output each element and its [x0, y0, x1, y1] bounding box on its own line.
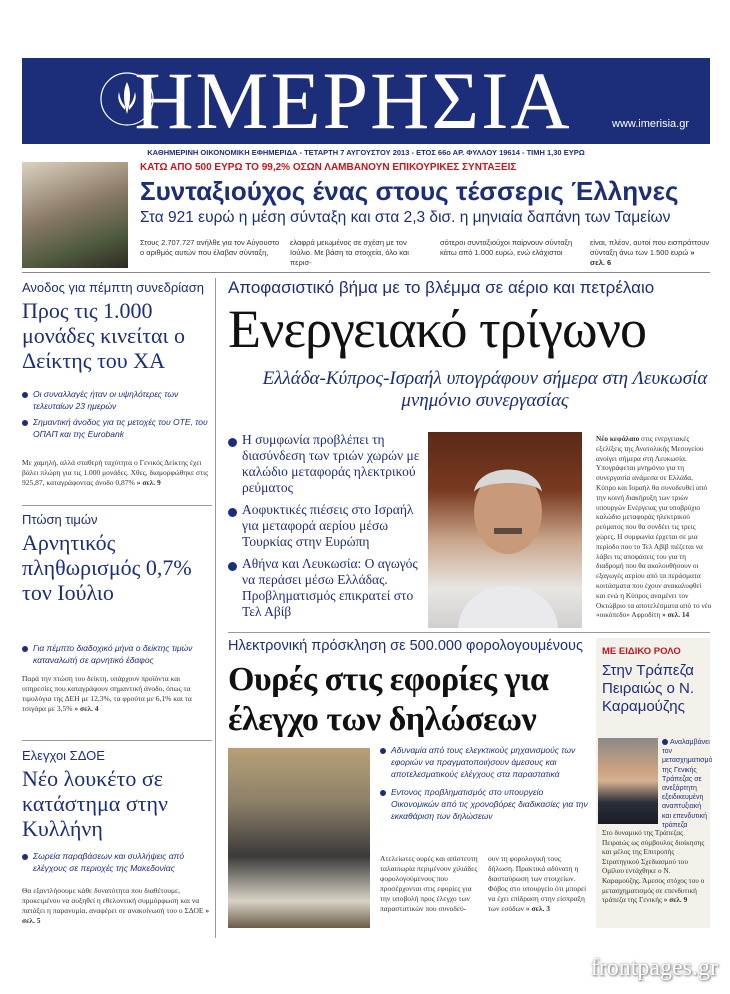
lead-body: Νέο κεφάλαιο στις ενεργειακές εξελίξεις της Ανατολικής Μεσογείου ανοίγει σήμερα στη Λευκωσία. Υπογράφεται μνημόνιο για τη συνεργασία ανάμεσα σε Ελλάδα, Κύπρο και Ισραήλ θα συνοδευθεί από την κοινή διακήρυξη των τριών υπουργών Ενέργειας για υποβρύχιο καλώδιο μεταφοράς ηλεκτρικού ρεύματος που θα συνδέει τις τρεις χώρες. Η συμφωνία έρχεται σε μια περίοδο που το Τελ Αβίβ πιέζεται να λάβει τις αποφάσεις του για τη διαδρομή που θα ακολουθήσουν οι εξαγωγές αερίου από τα περάσματα κοιτάσματα που έχουν ανακαλυφθεί και ενώ η Κύπρος αναμένει τον Οκτώβριο τα αποτελέσματα από το νέο «οικόπεδο» Αφροδίτη » σελ. 14	[596, 434, 712, 620]
top-divider	[22, 272, 710, 273]
left3-bullets	[22, 850, 210, 874]
tax-ref[interactable]: » σελ. 3	[525, 904, 550, 913]
minister-photo	[428, 432, 582, 628]
left3-kicker: Ελεγχοι ΣΔΟΕ	[22, 748, 105, 763]
bullet-icon	[22, 392, 28, 398]
piraeus-headline: Στην Τράπεζα Πειραιώς ο Ν. Καραμούζης	[602, 662, 695, 715]
tax-bullet-2: Εντονος προβληματισμός στο υπουργείο Οικονομικών από τις χρονοβόρες διαδικασίες για την εκκαθάριση των δηλώσεων	[391, 787, 588, 821]
left-divider-2	[22, 740, 212, 741]
left3-ref[interactable]: » σελ. 5	[22, 906, 210, 925]
left-divider-1	[22, 505, 212, 506]
lead-headline: Ενεργειακό τρίγωνο	[228, 299, 646, 359]
left2-bullet-1: Για πέμπτο διαδοχικό μήνα ο δείκτης τιμών καταναλωτή σε αρνητικό έδαφος	[33, 643, 193, 665]
lead-bullet-1: Η συμφωνία προβλέπει τη διασύνδεση των τριών χωρών με καλώδιο μεταφοράς ηλεκτρικού ρεύματος	[242, 432, 420, 495]
bullet-icon	[22, 854, 28, 860]
top-story-headline: Συνταξιούχος ένας στους τέσσερις Έλληνες	[140, 176, 679, 206]
tax-headline: Ουρές στις εφορίες για έλεγχο των δηλώσεων	[228, 661, 549, 738]
left-column-divider	[215, 278, 216, 938]
bullet-icon	[22, 420, 28, 426]
piraeus-side: Αναλαμβάνει τον μετασχηματισμό της Γενικής Τράπεζας σε ανεξάρτητη εξειδικευμένη αναπτυξιακή και επενδυτική τράπεζα	[662, 739, 713, 829]
tax-bullets	[380, 744, 588, 822]
top-story-kicker: ΚΑΤΩ ΑΠΟ 500 ΕΥΡΩ ΤΟ 99,2% ΟΣΩΝ ΛΑΜΒΑΝΟΥΝ ΕΠΙΚΟΥΡΙΚΕΣ ΣΥΝΤΑΞΕΙΣ	[140, 162, 517, 173]
left2-bullets	[22, 642, 210, 666]
left3-headline: Νέο λουκέτο σε κατάστημα στην Κυλλήνη	[22, 766, 168, 841]
bullet-icon	[228, 438, 237, 447]
left1-bullets	[22, 388, 210, 440]
lead-bullets	[228, 432, 420, 620]
tax-kicker: Ηλεκτρονική πρόσκληση σε 500.000 φορολογουμένους	[228, 638, 583, 654]
left1-bullet-1: Οι συναλλαγές ήταν οι υψηλότερες των τελευταίων 23 ημερών	[33, 389, 179, 411]
lead-bullet-2: Αοφυκτικές πιέσεις στο Ισραήλ για μεταφορά αερίου μέσω Τουρκίας στην Ευρώπη	[242, 502, 414, 549]
bullet-icon	[228, 508, 237, 517]
left2-headline: Αρνητικός πληθωρισμός 0,7% τον Ιούλιο	[22, 530, 192, 605]
bullet-icon	[380, 748, 386, 754]
mid-divider	[228, 632, 710, 633]
top-story-text-col3: σότεροι συνταξιούχοι παίρνουν σύνταξη κάτω από 1.000 ευρώ, ενώ ελάχιστοι	[440, 238, 573, 257]
left2-kicker: Πτώση τιμών	[22, 512, 98, 527]
left1-ref[interactable]: » σελ. 9	[136, 478, 161, 487]
newspaper-title: ΗΜΕΡΗΣΙΑ	[134, 55, 572, 146]
left3-body: Θα εξαντλήσουμε κάθε δυνατότητα που διαθέτουμε, προκειμένου να αυξηθεί η εθελοντική συμμόρφωση και να πατάξει η παρανομία, αναφέρει σε ανακοίνωσή του ο ΣΔΟΕ » σελ. 5	[22, 886, 210, 925]
left2-body: Παρά την πτώση του δείκτη, υπάρχουν προϊόντα και υπηρεσίες που καταγράφουν σημαντική άνοδο, όπως τα τιμολόγια της ΔΕΗ με 12,3%, τα φρούτα με 6,1% και τα τσιγάρα με 3,5% » σελ. 4	[22, 674, 192, 713]
top-story-text-col4: είναι, πλέον, αυτοί που εισπράττουν σύνταξη άνω των 1.500 ευρώ » σελ. 6	[590, 238, 710, 267]
lead-bullet-3: Αθήνα και Λευκωσία: Ο αγωγός να περάσει μέσω Ελλάδας. Προβληματισμός επικρατεί στο Τελ Αβίβ	[242, 556, 418, 619]
left2-ref[interactable]: » σελ. 4	[74, 704, 99, 713]
tax-bullet-1: Αδυναμία από τους ελεγκτικούς μηχανισμούς των εφοριών να πραγματοποιήσουν άμεσους και αποτελεσματικούς ελέγχους στα παραστατικά	[391, 745, 576, 779]
left1-headline: Προς τις 1.000 μονάδες κινείται ο Δείκτης του ΧΑ	[22, 298, 185, 373]
left1-kicker: Ανοδος για πέμπτη συνεδρίαση	[22, 280, 204, 295]
website-url[interactable]: www.imerisia.gr	[612, 118, 690, 130]
bullet-icon	[662, 739, 668, 745]
dateline: ΚΑΘΗΜΕΡΙΝΗ ΟΙΚΟΝΟΜΙΚΗ ΕΦΗΜΕΡΙΔΑ - ΤΕΤΑΡΤΗ 7 ΑΥΓΟΥΣΤΟΥ 2013 - ΕΤΟΣ 66ο ΑΡ. ΦΥΛΛΟΥ 19614 - ΤΙΜΗ 1,30 ΕΥΡΩ	[147, 148, 585, 157]
left3-bullet-1: Σωρεία παραβάσεων και συλλήψεις από ελέγχους σε περιοχές της Μακεδονίας	[33, 851, 185, 873]
lead-kicker: Αποφασιστικό βήμα με το βλέμμα σε αέριο και πετρέλαιο	[228, 278, 655, 297]
piraeus-kicker: ΜΕ ΕΙΔΙΚΟ ΡΟΛΟ	[602, 646, 681, 657]
top-story-text-col2: ελαφρά μειωμένος σε σχέση με τον Ιούλιο. Με βάση τα στοιχεία, όλο και περισ-	[290, 238, 409, 267]
piraeus-ref[interactable]: » σελ. 9	[663, 895, 688, 905]
left1-body: Με χαμηλή, αλλά σταθερή ταχύτητα ο Γενικός Δείκτης έχει βάλει πλώρη για τις 1.000 μονάδες. Χθες, διαμορφώθηκε στις 925,87, καταγράφοντας άνοδο 0,87% » σελ. 9	[22, 458, 209, 487]
tax-text-col1: Ατελείωτες ουρές και απίστευτη ταλαιπωρία περιμένουν χιλιάδες φορολογούμενους που προσέρχονται στις εφορίες για την υποβολή προς έλεγχο των παραστατικών που συνοδεύ-	[380, 854, 478, 913]
lead-ref[interactable]: » σελ. 14	[662, 610, 690, 620]
bullet-icon	[380, 790, 386, 796]
karamouzis-photo	[598, 738, 658, 824]
piraeus-body: Στο δυναμικό της Τράπεζας Πειραιώς ως σύμβουλος διοίκησης και μέλος της Επιτροπής Στρατηγικού Σχεδιασμού του Ομίλου εντάχθηκε ο Ν. Καραμούζης. Άμεσος στόχος του ο μετασχηματισμός σε επενδυτική τράπεζα της Γενικής » σελ. 9	[602, 828, 705, 905]
top-story-ref[interactable]: » σελ. 6	[590, 248, 695, 267]
bullet-icon	[228, 562, 237, 571]
lead-subhead: Ελλάδα-Κύπρος-Ισραήλ υπογράφουν σήμερα στη Λευκωσία μνημόνιο συνεργασίας	[262, 368, 708, 411]
left1-bullet-2: Σημαντική άνοδος για τις μετοχές του ΟΤΕ, του ΟΠΑΠ και της Eurobank	[33, 417, 208, 439]
tax-office-queue-photo	[228, 748, 370, 928]
tax-text-col2: ουν τη φορολογική τους δήλωση. Πρακτικά αδύνατη η διασταύρωση των στοιχείων. Φόβος στο υπουργείο ότι μπορεί να έχει επίδραση στην είσπραξη των εσόδων » σελ. 3	[488, 854, 587, 913]
top-story-subhead: Στα 921 ευρώ η μέση σύνταξη και στα 2,3 δισ. η μηνιαία δαπάνη των Ταμείων	[140, 209, 671, 226]
top-story-text-col1: Στους 2.707.727 ανήλθε για τον Αύγουστο ο αριθμός αυτών που έλαβαν σύνταξη,	[140, 238, 280, 257]
pensioners-photo	[22, 162, 128, 268]
bullet-icon	[22, 646, 28, 652]
frontpages-watermark: frontpages.gr	[590, 955, 718, 981]
